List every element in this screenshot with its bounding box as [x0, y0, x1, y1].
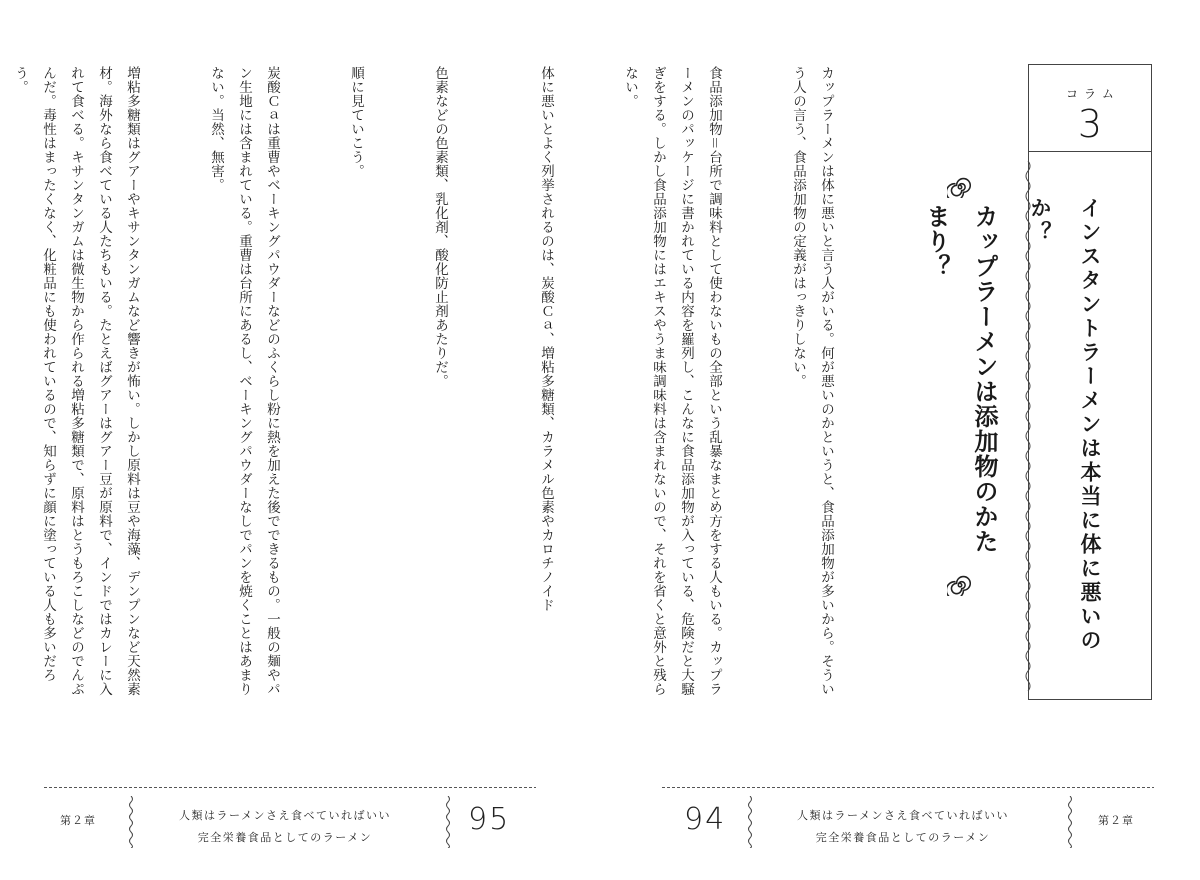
body-paragraph: 増粘多糖類はグアーやキサンタンガムなど響きが怖い。しかし原料は豆や海藻、デンプンなど天然素材。海外なら食べている人たちもいる。たとえばグアーはグアー豆が原料で、インドではカレーに入れて食べる。キサンタンガムは微生物から作られる増粘多糖類で、原料はとうもろこしなどのでんぷんだ。毒性はまったくなく、化粧品にも使われているので、知らずに顔に塗っている人も多いだろう。: [12, 66, 140, 696]
footer-chapter-label: 第２章: [1098, 814, 1134, 827]
footer-wavy-divider: [444, 796, 452, 848]
footer-wavy-divider: [746, 796, 754, 848]
section-heading: [922, 176, 998, 596]
footer-wavy-divider: [127, 796, 135, 848]
footer-title-line: 完全栄養食品としてのラーメン: [815, 831, 991, 844]
footer-book-title: [160, 805, 410, 849]
column-header: [1029, 65, 1151, 152]
page-number: 94: [684, 802, 727, 837]
body-paragraph: 炭酸Ｃａは重曹やベーキングパウダーなどのふくらし粉に熱を加えた後でできるもの。一般の麺やパン生地には含まれている。重曹は台所にあるし、ベーキングパウダーなしでパンを焼くことはあまりない。当然、無害。: [208, 66, 280, 696]
body-paragraph: 順に見ていこう。: [348, 66, 364, 178]
body-paragraph: 体に悪いとよく列挙されるのは、炭酸Ｃａ、増粘多糖類、カラメル色素やカロチノイド: [538, 66, 554, 612]
footer-title-line: 完全栄養食品としてのラーメン: [197, 831, 373, 844]
footer-title-line: 人類はラーメンさえ食べていればいい: [797, 809, 1009, 822]
right-page: [538, 0, 1200, 880]
footer-wavy-divider: [1066, 796, 1074, 848]
spiral-icon: [947, 176, 973, 198]
spiral-icon: [947, 574, 973, 596]
footer-book-title: [778, 805, 1028, 849]
footer-dashed-rule: [662, 787, 1154, 788]
section-heading-text: カップラーメンは添加物のかたまり？: [922, 204, 998, 555]
column-box: [1028, 64, 1152, 700]
column-title: インスタントラーメンは本当に体に悪いのか？: [1028, 197, 1102, 653]
footer-chapter-label: 第２章: [60, 814, 96, 827]
left-page-body: [12, 66, 510, 706]
right-page-body: [538, 66, 896, 706]
page-number: 95: [468, 802, 511, 837]
body-paragraph: 食品添加物＝台所で調味料として使わないもの全部という乱暴なまとめ方をする人もいる。カップラーメンのパッケージに書かれている内容を羅列し、こんなに食品添加物が入っている、危険だと大騒ぎをする。しかし食品添加物にはエキスやうま味調味料は含まれないので、それを省くと意外と残らない。: [622, 66, 722, 696]
column-label: コラム: [1066, 87, 1120, 101]
footer-dashed-rule: [44, 787, 536, 788]
footer-title-line: 人類はラーメンさえ食べていればいい: [179, 809, 391, 822]
body-paragraph: 色素などの色素類、乳化剤、酸化防止剤あたりだ。: [432, 66, 448, 388]
body-paragraph: カップラーメンは体に悪いと言う人がいる。何が悪いのかというと、食品添加物が多いから。そういう人の言う、食品添加物の定義がはっきりしない。: [790, 66, 834, 696]
column-number: 3: [1077, 102, 1103, 146]
